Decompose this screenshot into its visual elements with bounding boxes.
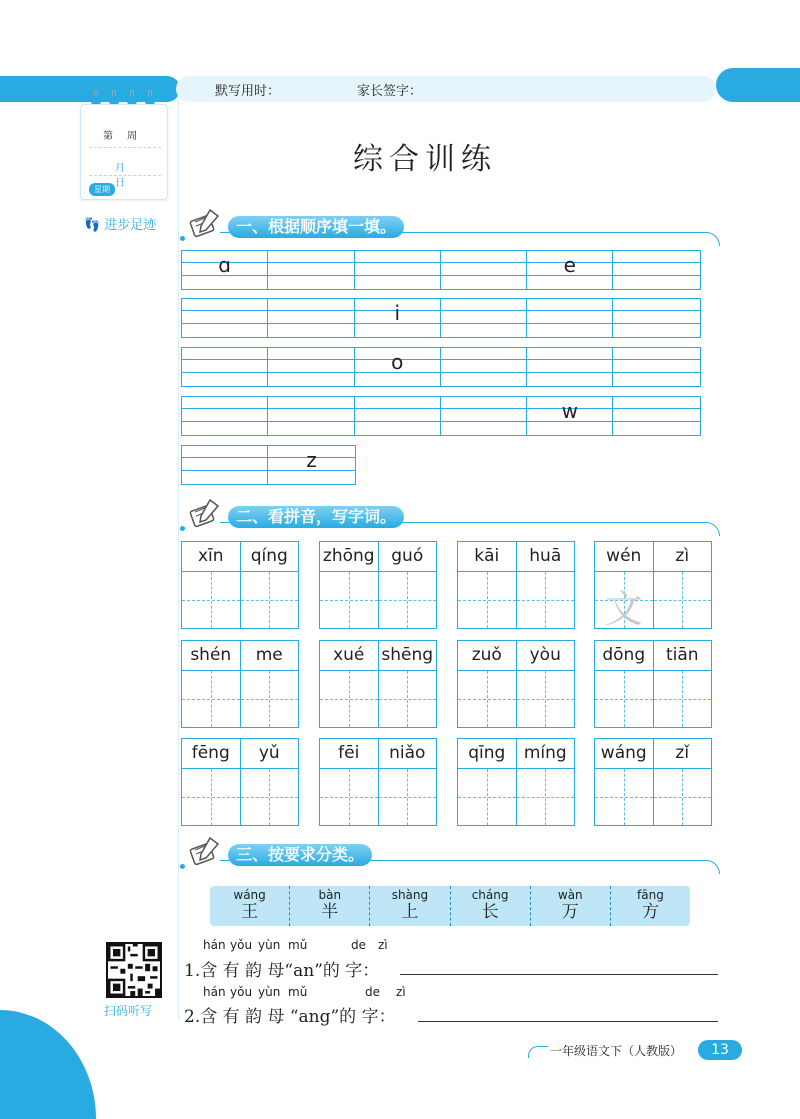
grid-cell[interactable] <box>441 251 527 289</box>
pencil-icon <box>184 496 224 530</box>
day-label: 日 <box>115 178 125 189</box>
pinyin-syllable: hán <box>203 938 226 952</box>
pinyin-syllable: de <box>365 985 380 999</box>
pinyin-syllable: xué <box>320 641 379 670</box>
word-box <box>181 640 299 728</box>
pinyin-syllable: de <box>351 938 366 952</box>
question-2-answer-line[interactable] <box>418 1021 718 1022</box>
pinyin-syllable: zhōng <box>320 542 379 571</box>
char-hanzi: 方 <box>641 902 659 922</box>
book-title: 一年级语文下（人教版） <box>550 1044 683 1058</box>
pencil-icon <box>184 834 224 868</box>
tianzige-cell[interactable] <box>654 671 712 727</box>
pinyin-syllable: zuǒ <box>458 641 517 670</box>
header-bar-right <box>716 68 800 102</box>
week-prefix: 第 <box>103 131 113 142</box>
pinyin-syllable: míng <box>523 743 567 763</box>
corner-decoration <box>0 1010 96 1119</box>
pinyin-syllable: yǒu <box>230 985 253 999</box>
pinyin-syllable: me <box>255 645 283 665</box>
grid-cell[interactable] <box>182 397 268 435</box>
page-number: 13 <box>698 1040 742 1060</box>
pinyin-syllable: yòu <box>529 645 561 665</box>
tianzige-cell[interactable] <box>241 671 299 727</box>
notepad-line <box>89 175 161 176</box>
tianzige-cell[interactable] <box>458 671 517 727</box>
tianzige-cell[interactable] <box>379 572 437 628</box>
character-item <box>530 886 610 926</box>
word-box <box>181 541 299 629</box>
tianzige-cell[interactable] <box>654 769 712 825</box>
pinyin-syllable: yùn <box>258 985 281 999</box>
grid-cell[interactable] <box>355 397 441 435</box>
pinyin-syllable: zì <box>378 938 388 952</box>
tianzige-cell[interactable] <box>182 572 241 628</box>
grid-cell[interactable] <box>268 251 354 289</box>
tianzige-cell[interactable] <box>595 769 654 825</box>
qr-code-icon[interactable] <box>106 942 162 998</box>
section-1-title: 一、根据顺序填一填。 <box>228 216 404 238</box>
character-item <box>610 886 690 926</box>
grid-cell[interactable] <box>268 348 354 386</box>
grid-cell[interactable] <box>613 251 699 289</box>
grid-cell[interactable] <box>613 348 699 386</box>
char-hanzi: 上 <box>401 902 419 922</box>
notepad-line <box>89 147 161 148</box>
pinyin-grid-row-3 <box>181 347 701 387</box>
pinyin-grid-row-1 <box>181 250 701 290</box>
pinyin-grid-row-4 <box>181 396 701 436</box>
pinyin-syllable: wén <box>595 542 654 571</box>
pinyin-syllable: tiān <box>665 645 699 665</box>
tianzige-cell[interactable] <box>379 671 437 727</box>
week-suffix: 周 <box>127 131 137 142</box>
word-box <box>594 738 712 826</box>
pinyin-syllable: qíng <box>250 546 288 566</box>
question-2: 2.含 有 韵 母 “ang”的 字： <box>184 1007 396 1027</box>
char-pinyin: cháng <box>471 888 509 902</box>
pinyin-syllable: huā <box>529 546 562 566</box>
footprints-label: 进步足迹 <box>104 218 157 233</box>
char-pinyin: wàn <box>557 888 583 902</box>
pencil-icon <box>184 206 224 240</box>
grid-cell[interactable]: o <box>355 348 441 386</box>
char-pinyin: bàn <box>318 888 342 902</box>
tianzige-cell[interactable] <box>517 572 575 628</box>
character-item <box>369 886 449 926</box>
tianzige-cell[interactable] <box>654 572 712 628</box>
tianzige-cell[interactable] <box>379 769 437 825</box>
grid-cell[interactable] <box>268 299 354 337</box>
word-box <box>319 738 437 826</box>
question-1: 1.含 有 韵 母“an”的 字： <box>184 961 380 981</box>
grid-cell[interactable] <box>527 299 613 337</box>
word-box <box>181 738 299 826</box>
character-strip <box>210 886 690 926</box>
tianzige-cell[interactable] <box>458 769 517 825</box>
char-pinyin: shàng <box>391 888 429 902</box>
grid-cell[interactable]: e <box>527 251 613 289</box>
word-box <box>319 640 437 728</box>
tianzige-cell[interactable] <box>320 671 379 727</box>
week-field <box>103 127 151 142</box>
pinyin-syllable: mǔ <box>288 938 308 952</box>
qr-label: 扫码听写 <box>104 1004 153 1018</box>
tianzige-cell[interactable] <box>241 572 299 628</box>
grid-cell[interactable]: z <box>268 446 354 484</box>
word-box <box>457 738 575 826</box>
pinyin-syllable: guó <box>391 546 424 566</box>
margin-line <box>178 100 179 1020</box>
grid-cell[interactable]: w <box>527 397 613 435</box>
weekday-tag: 星期 <box>89 183 115 196</box>
word-box <box>457 541 575 629</box>
question-1-answer-line[interactable] <box>400 974 718 975</box>
example-hint-char: 文 <box>604 587 643 631</box>
tianzige-cell[interactable] <box>182 671 241 727</box>
grid-cell[interactable] <box>527 348 613 386</box>
grid-cell[interactable]: i <box>355 299 441 337</box>
pinyin-syllable: zǐ <box>675 743 690 763</box>
word-box <box>319 541 437 629</box>
char-hanzi: 万 <box>561 902 579 922</box>
pinyin-syllable: xīn <box>182 542 241 571</box>
pinyin-syllable: kāi <box>458 542 517 571</box>
pinyin-grid-row-2 <box>181 298 701 338</box>
pinyin-syllable: zì <box>675 546 690 566</box>
study-notepad <box>80 104 168 200</box>
parent-signature-label: 家长签字： <box>357 84 423 99</box>
grid-cell[interactable] <box>355 251 441 289</box>
pinyin-syllable: yǔ <box>258 743 280 763</box>
pinyin-syllable: fēng <box>182 739 241 768</box>
tianzige-cell[interactable] <box>458 572 517 628</box>
tianzige-cell[interactable] <box>595 572 654 631</box>
char-pinyin: fāng <box>637 888 664 902</box>
pinyin-syllable: qīng <box>458 739 517 768</box>
grid-cell[interactable] <box>182 299 268 337</box>
character-item <box>450 886 530 926</box>
grid-cell[interactable] <box>182 446 268 484</box>
pinyin-syllable: yùn <box>258 938 281 952</box>
section-3-header <box>180 838 720 878</box>
grid-cell[interactable] <box>441 397 527 435</box>
pinyin-syllable: shén <box>182 641 241 670</box>
character-item <box>289 886 369 926</box>
tianzige-cell[interactable] <box>320 572 379 628</box>
tianzige-cell[interactable] <box>595 671 654 727</box>
grid-cell[interactable] <box>268 397 354 435</box>
grid-cell[interactable]: ɑ <box>182 251 268 289</box>
pinyin-syllable: niǎo <box>389 743 426 763</box>
word-box <box>594 640 712 728</box>
pinyin-syllable: dōng <box>595 641 654 670</box>
progress-footprints <box>84 214 156 233</box>
character-item <box>210 886 289 926</box>
page-title: 综合训练 <box>353 142 497 177</box>
pinyin-syllable: hán <box>203 985 226 999</box>
pinyin-syllable: fēi <box>320 739 379 768</box>
section-3-title: 三、按要求分类。 <box>228 844 372 866</box>
tianzige-cell[interactable] <box>517 769 575 825</box>
footprints-icon: 👣 <box>84 218 101 233</box>
pinyin-syllable: yǒu <box>230 938 253 952</box>
tianzige-cell[interactable] <box>241 769 299 825</box>
char-hanzi: 王 <box>241 902 259 922</box>
grid-cell[interactable] <box>441 348 527 386</box>
word-box <box>457 640 575 728</box>
char-hanzi: 长 <box>481 902 499 922</box>
pinyin-syllable: mǔ <box>288 985 308 999</box>
tianzige-cell[interactable] <box>517 671 575 727</box>
month-label: 月 <box>115 163 125 174</box>
char-pinyin: wáng <box>233 888 266 902</box>
tianzige-cell[interactable] <box>182 769 241 825</box>
date-field <box>115 159 167 189</box>
section-1-header <box>180 210 720 250</box>
section-2-header <box>180 500 720 540</box>
char-hanzi: 半 <box>321 902 339 922</box>
pinyin-syllable: zì <box>396 985 406 999</box>
dictation-time-label: 默写用时： <box>215 84 281 99</box>
tianzige-cell[interactable] <box>320 769 379 825</box>
pinyin-grid-row-5 <box>181 445 356 485</box>
pinyin-syllable: shēng <box>381 645 434 665</box>
grid-cell[interactable] <box>182 348 268 386</box>
grid-cell[interactable] <box>441 299 527 337</box>
section-2-title: 二、看拼音，写字词。 <box>228 506 404 528</box>
footer-arc <box>528 1046 548 1058</box>
grid-cell[interactable] <box>613 397 699 435</box>
word-box <box>594 541 712 629</box>
grid-cell[interactable] <box>613 299 699 337</box>
pinyin-syllable: wáng <box>595 739 654 768</box>
